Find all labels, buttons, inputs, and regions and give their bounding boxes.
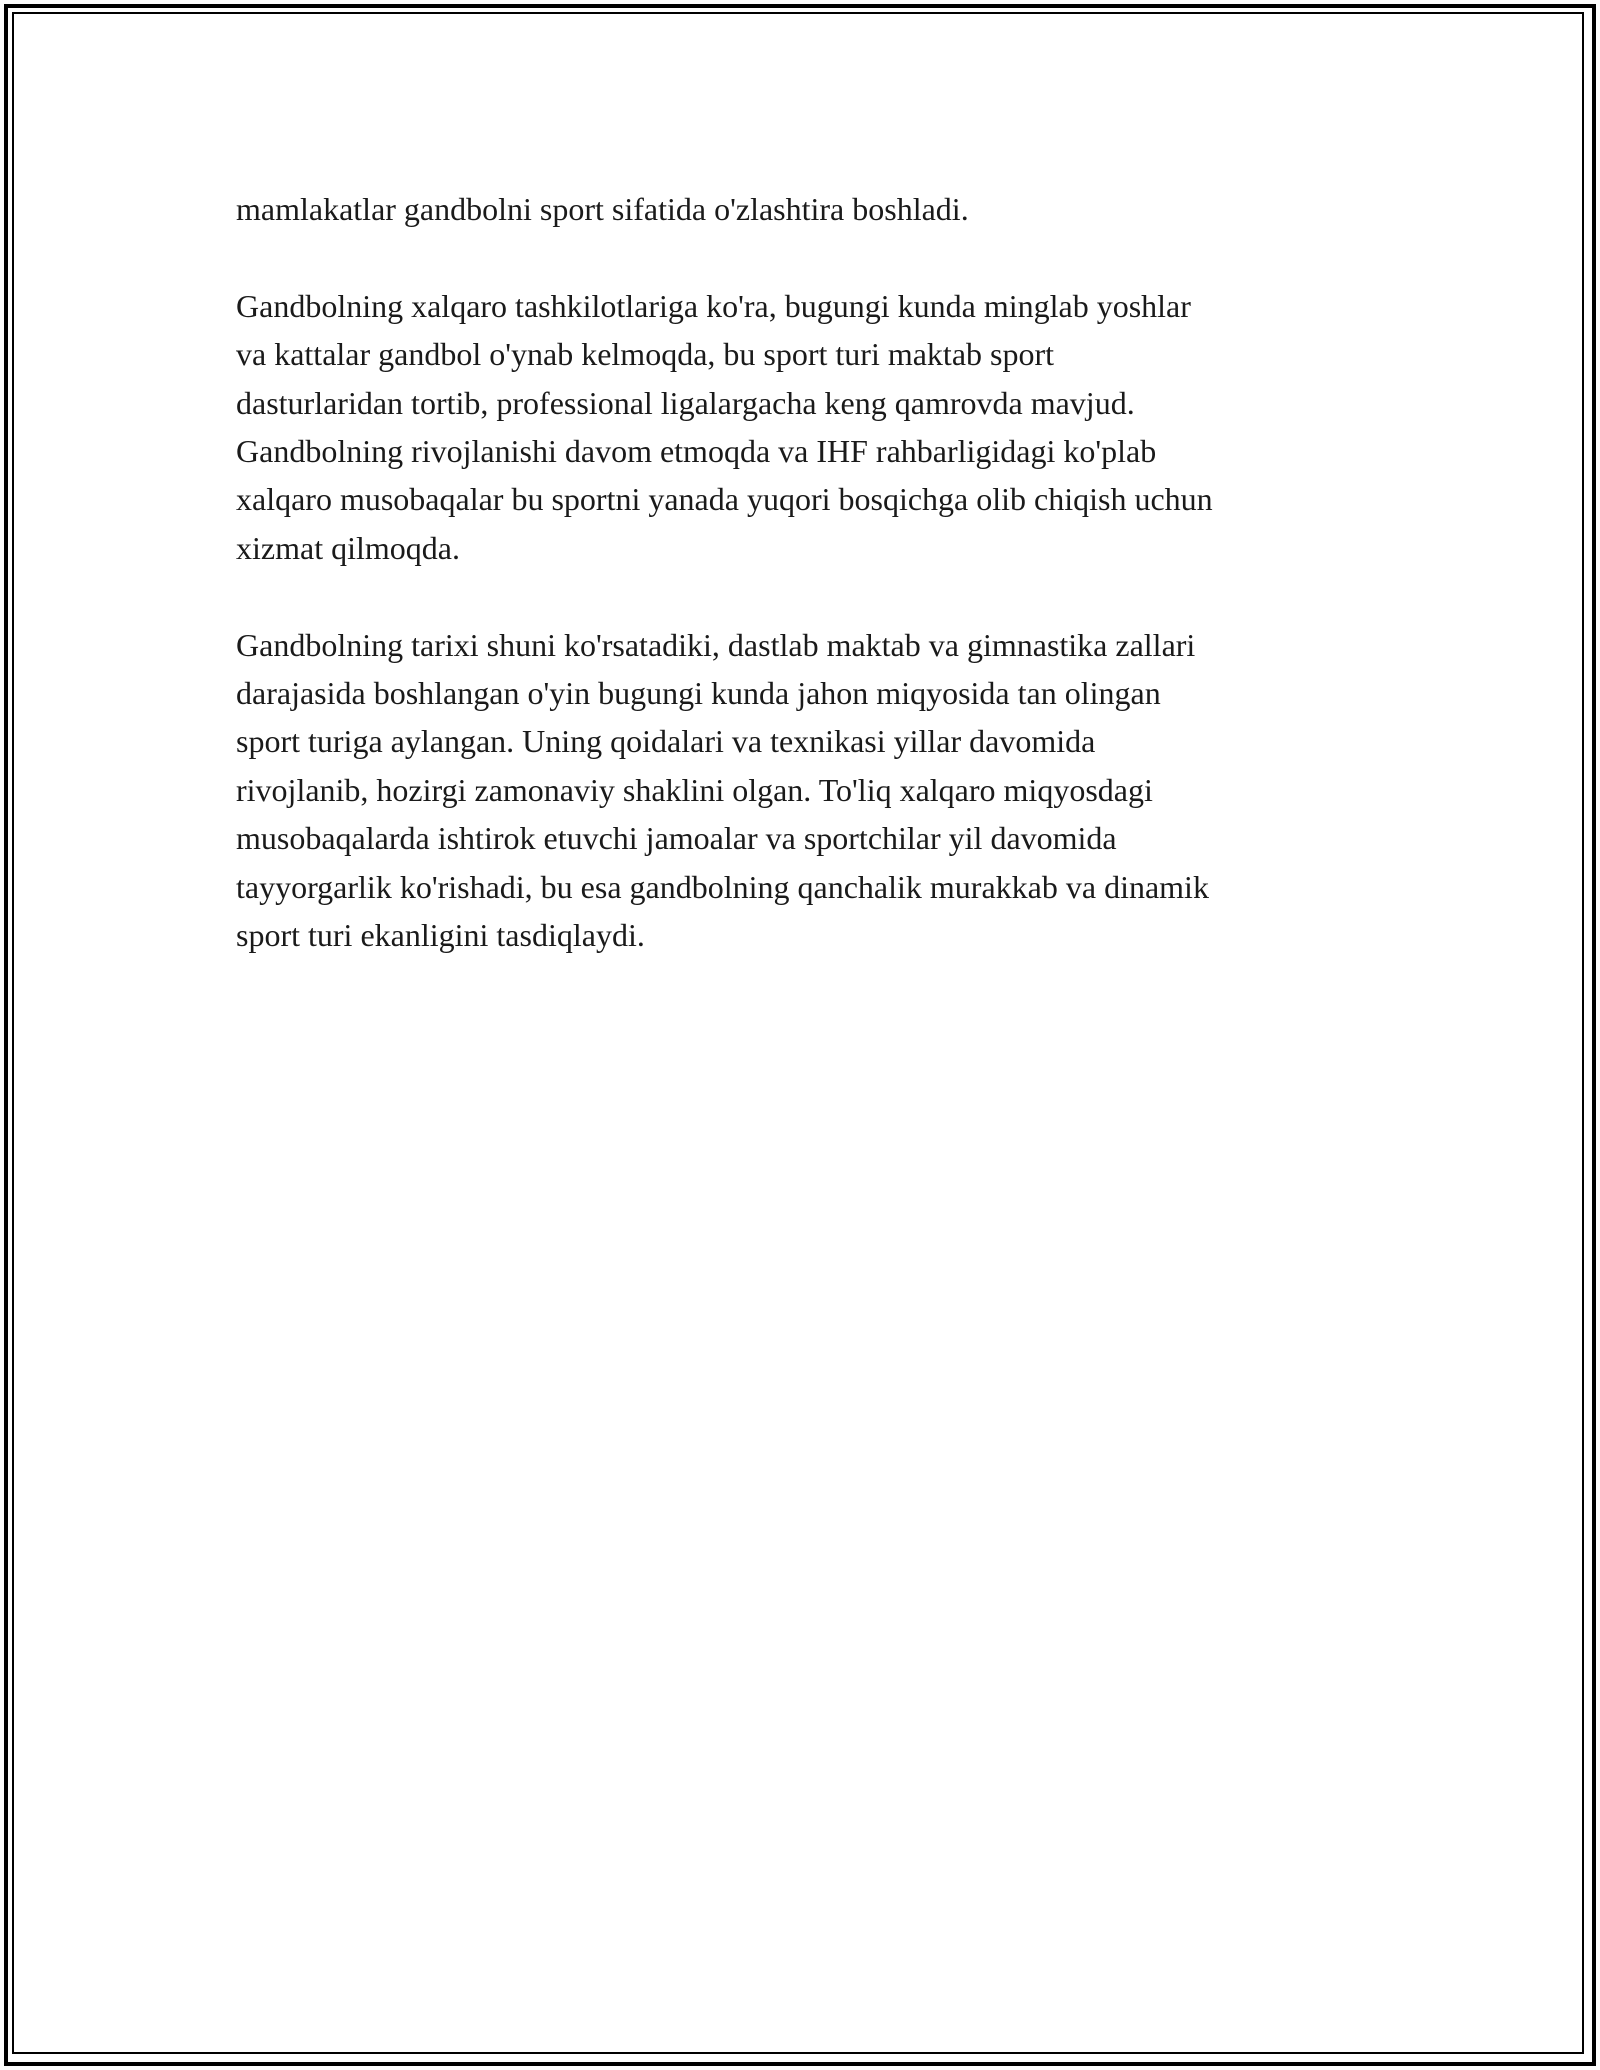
paragraph-3: Gandbolning tarixi shuni ko'rsatadiki, dastlab maktab va gimnastika zallari darajasida boshlangan o'yin bugungi kunda jahon miqyosida tan olingan sport turiga aylangan. Uning qoidalari va texnikasi yillar davomida rivojlanib, hozirgi zamonaviy shaklini olgan. To'liq xalqaro miqyosdagi musobaqalarda ishtirok etuvchi jamoalar va sportchilar yil davomida tayyorgarlik ko'rishadi, bu esa gandbolning qanchalik murakkab va dinamik sport turi ekanligini tasdiqlaydi. (236, 626, 1209, 954)
paragraph-1: mamlakatlar gandbolni sport sifatida o'zlashtira boshladi. (236, 191, 969, 227)
paragraph-2: Gandbolning xalqaro tashkilotlariga ko'ra, bugungi kunda minglab yoshlar va kattalar gandbol o'ynab kelmoqda, bu sport turi maktab sport dasturlaridan tortib, professional ligalargacha keng qamrovda mavjud. Gandbolning rivojlanishi davom etmoqda va IHF rahbarligidagi ko'plab xalqaro musobaqalar bu sportni yanada yuqori bosqichga olib chiqish uchun xizmat qilmoqda. (236, 287, 1213, 566)
document-body (236, 185, 1396, 959)
